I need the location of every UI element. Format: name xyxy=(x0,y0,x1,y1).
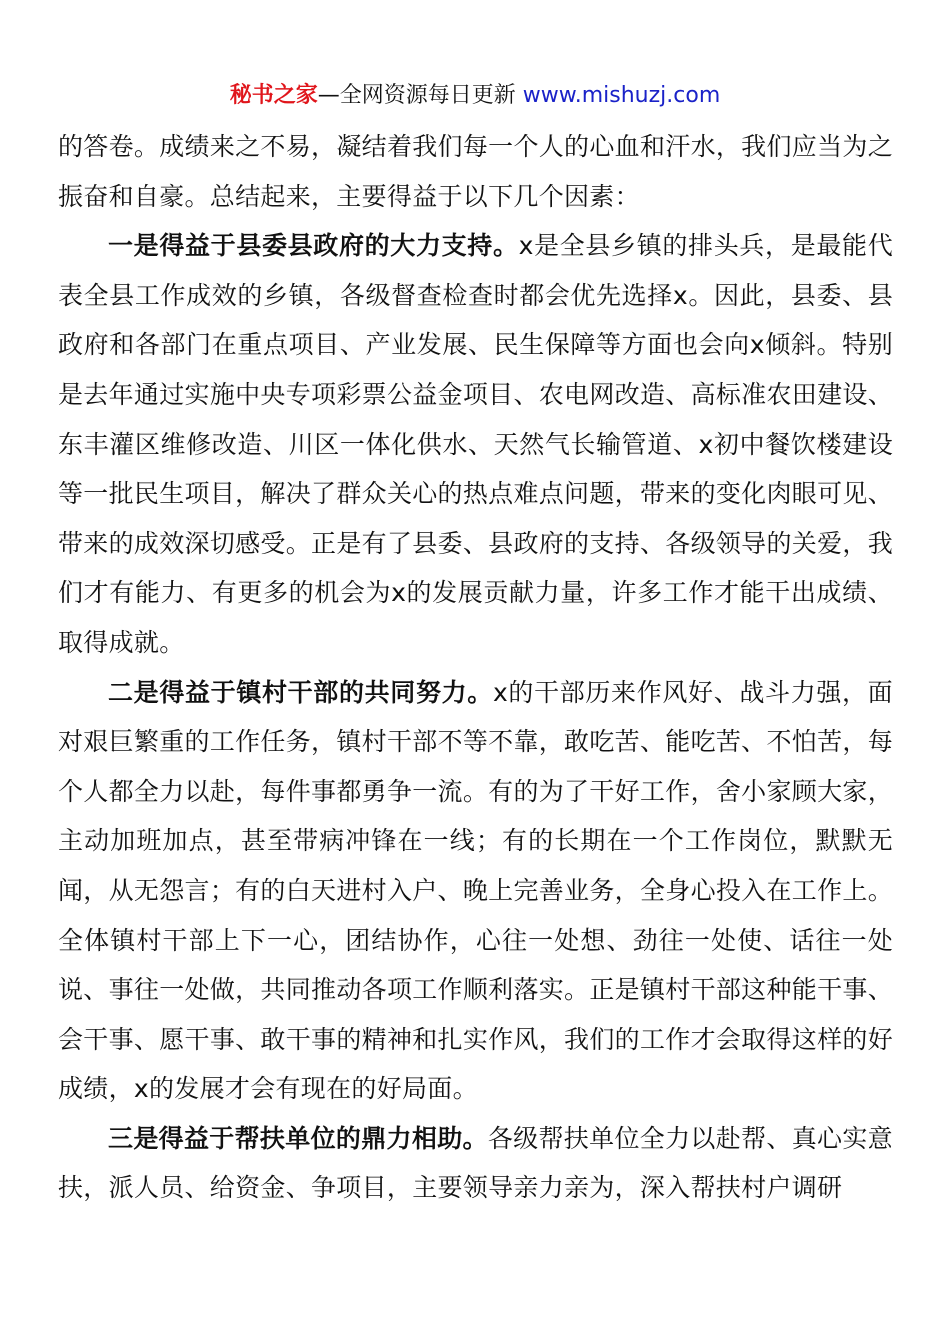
paragraph-text: 各级帮扶单位全力以赴帮、真心实意扶，派人员、给资金、争项目，主要领导亲力亲为，深入帮扶村户调研 xyxy=(58,1123,893,1203)
paragraph-factor-two xyxy=(58,668,893,1114)
document-body xyxy=(58,122,893,1213)
paragraph-lead: 三是得益于帮扶单位的鼎力相助。 xyxy=(108,1123,488,1153)
brand-url-link[interactable]: www.mishuzj.com xyxy=(522,83,721,108)
brand-name: 秘书之家 xyxy=(229,83,318,108)
paragraph-text: 的答卷。成绩来之不易，凝结着我们每一个人的心血和汗水，我们应当为之振奋和自豪。总结起来，主要得益于以下几个因素： xyxy=(58,132,893,211)
page-header xyxy=(0,80,950,112)
paragraph-text: x的干部历来作风好、战斗力强，面对艰巨繁重的工作任务，镇村干部不等不靠，敢吃苦、能吃苦、不怕苦，每个人都全力以赴，每件事都勇争一流。有的为了干好工作，舍小家顾大家，主动加班加点，甚至带病冲锋在一线；有的长期在一个工作岗位，默默无闻，从无怨言；有的白天进村入户、晚上完善业务，全身心投入在工作上。全体镇村干部上下一心，团结协作，心往一处想、劲往一处使、话往一处说、事往一处做，共同推动各项工作顺利落实。正是镇村干部这种能干事、会干事、愿干事、敢干事的精神和扎实作风，我们的工作才会取得这样的好成绩，x的发展才会有现在的好局面。 xyxy=(58,677,893,1104)
brand-tagline: —全网资源每日更新 xyxy=(317,83,516,108)
paragraph-lead: 二是得益于镇村干部的共同努力。 xyxy=(108,677,493,707)
paragraph-lead: 一是得益于县委县政府的大力支持。 xyxy=(108,231,519,261)
paragraph-factor-three xyxy=(58,1114,893,1213)
paragraph-text: x是全县乡镇的排头兵，是最能代表全县工作成效的乡镇，各级督查检查时都会优先选择x。因此，县委、县政府和各部门在重点项目、产业发展、民生保障等方面也会向x倾斜。特别是去年通过实施中央专项彩票公益金项目、农电网改造、高标准农田建设、东丰灌区维修改造、川区一体化供水、天然气长输管道、x初中餐饮楼建设等一批民生项目，解决了群众关心的热点难点问题，带来的变化肉眼可见、带来的成效深切感受。正是有了县委、县政府的支持、各级领导的关爱，我们才有能力、有更多的机会为x的发展贡献力量，许多工作才能干出成绩、取得成就。 xyxy=(58,231,893,657)
paragraph-factor-one xyxy=(58,221,893,667)
paragraph-continuation xyxy=(58,122,893,221)
